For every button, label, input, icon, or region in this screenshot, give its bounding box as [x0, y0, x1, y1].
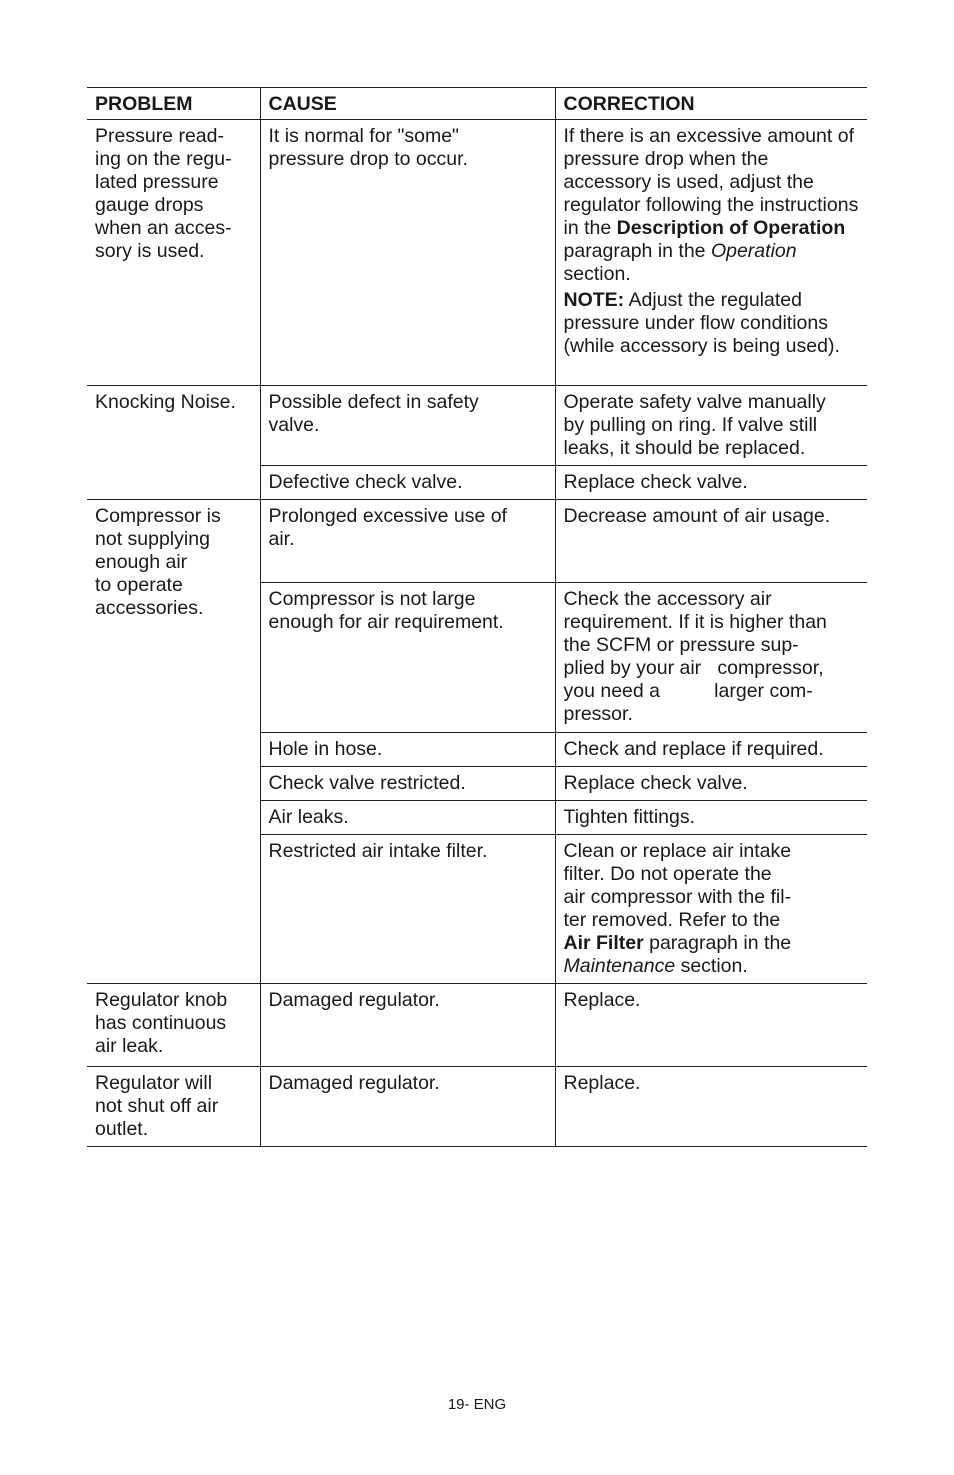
cause-cell [260, 733, 555, 767]
cause-text: Possible defect in safety valve. [268, 391, 479, 436]
correction-cell [555, 583, 867, 733]
correction-text: Operate safety valve manually by pulling on ring. If valve still leaks, it should be replaced. [563, 391, 826, 459]
description-of-operation-ref: Description of Operation [616, 217, 846, 239]
cause-cell [260, 835, 555, 984]
problem-text: Pressure read- ing on the regu- lated pressure gauge drops when an acces- sory is used. [95, 125, 232, 262]
table-row [87, 984, 867, 1067]
correction-text: Replace. [563, 989, 641, 1011]
correction-note: NOTE: Adjust the regulated pressure under flow conditions (while accessory is being used). [563, 289, 840, 357]
problem-cell [87, 120, 260, 386]
correction-text: Replace check valve. [563, 772, 748, 794]
cause-cell [260, 500, 555, 583]
cause-text: Damaged regulator. [268, 989, 440, 1011]
correction-text: Check and replace if required. [563, 738, 824, 760]
correction-cell [555, 835, 867, 984]
correction-text: Clean or replace air intake filter. Do not operate the air compressor with the fil- ter removed. Refer to the Air Filter paragraph in the Maintenance section. [563, 840, 792, 977]
correction-text: Check the accessory air requirement. If it is higher than the SCFM or pressure sup- plied by your air compressor, you need a larger com- pressor. [563, 588, 827, 725]
cause-cell [260, 583, 555, 733]
maintenance-section-ref: Maintenance [563, 955, 676, 977]
table-row [87, 1067, 867, 1147]
cause-text: Air leaks. [268, 806, 349, 828]
correction-cell [555, 386, 867, 466]
correction-cell [555, 984, 867, 1067]
correction-text: Replace check valve. [563, 471, 748, 493]
cause-cell [260, 984, 555, 1067]
table-row [87, 120, 867, 386]
cause-text: Prolonged excessive use of air. [268, 505, 507, 550]
correction-cell [555, 120, 867, 386]
problem-cell [87, 984, 260, 1067]
air-filter-ref: Air Filter [563, 932, 644, 954]
page-number: 19- ENG [447, 1396, 507, 1413]
cause-text: Compressor is not large enough for air requirement. [268, 588, 504, 633]
cause-text: Damaged regulator. [268, 1072, 440, 1094]
correction-paragraph: If there is an excessive amount of pressure drop when the accessory is used, adjust the regulator following the instructions in the Description of Operation paragraph in the Operation section. [563, 125, 859, 285]
correction-text: Tighten fittings. [563, 806, 696, 828]
cause-cell [260, 386, 555, 466]
cause-cell [260, 466, 555, 500]
problem-text: Knocking Noise. [95, 391, 236, 413]
cause-cell [260, 767, 555, 801]
correction-cell [555, 801, 867, 835]
cause-text: Check valve restricted. [268, 772, 466, 794]
correction-cell [555, 767, 867, 801]
cause-text: Hole in hose. [268, 738, 383, 760]
operation-section-ref: Operation [710, 240, 797, 262]
problem-cell [87, 386, 260, 500]
correction-cell [555, 1067, 867, 1147]
cause-text: It is normal for "some" pressure drop to occur. [268, 125, 468, 170]
correction-cell [555, 733, 867, 767]
header-correction: CORRECTION [555, 88, 867, 120]
correction-text: Replace. [563, 1072, 641, 1094]
cause-text: Restricted air intake filter. [268, 840, 488, 862]
problem-cell [87, 500, 260, 984]
cause-cell [260, 801, 555, 835]
cause-cell [260, 120, 555, 386]
note-label: NOTE: [563, 289, 625, 311]
problem-text: Regulator knob has continuous air leak. [95, 989, 228, 1057]
cause-text: Defective check valve. [268, 471, 463, 493]
correction-cell [555, 466, 867, 500]
troubleshooting-table [87, 87, 867, 1147]
header-cause: CAUSE [260, 88, 555, 120]
header-problem: PROBLEM [87, 88, 260, 120]
problem-text: Regulator will not shut off air outlet. [95, 1072, 219, 1140]
cause-cell [260, 1067, 555, 1147]
problem-text: Compressor is not supplying enough air to operate accessories. [95, 505, 221, 619]
correction-text: Decrease amount of air usage. [563, 505, 831, 527]
table-header-row [87, 88, 867, 120]
table-row [87, 500, 867, 583]
problem-cell [87, 1067, 260, 1147]
correction-cell [555, 500, 867, 583]
table-row [87, 386, 867, 466]
